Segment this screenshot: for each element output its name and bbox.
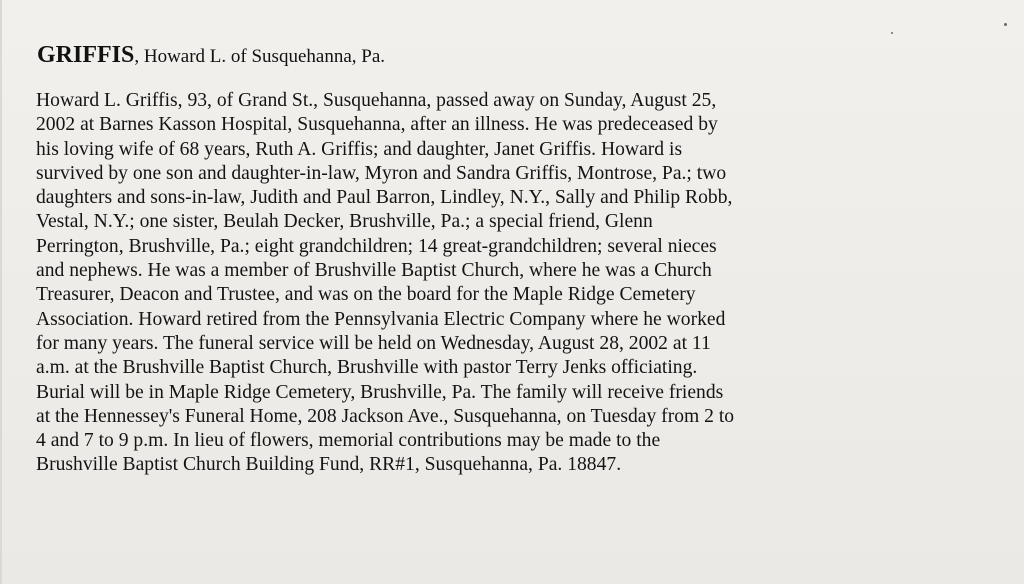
text-line: survived by one son and daughter-in-law, Myron and Sandra Griffis, Montrose, Pa.; two — [36, 162, 727, 184]
text-line: Brushville Baptist Church Building Fund, RR#1, Susquehanna, Pa. 18847. — [36, 454, 622, 476]
text-line: for many years. The funeral service will be held on Wednesday, August 28, 2002 at 11 — [36, 332, 711, 354]
text-line: a.m. at the Brushville Baptist Church, Brushville with pastor Terry Jenks officiating. — [36, 357, 698, 379]
paper-speck — [891, 32, 893, 34]
text-line: Perrington, Brushville, Pa.; eight grandchildren; 14 great-grandchildren; several nieces — [36, 235, 717, 257]
paper-speck — [1004, 23, 1007, 26]
obituary-body — [36, 89, 996, 478]
obituary-heading — [37, 37, 385, 71]
text-line: Vestal, N.Y.; one sister, Beulah Decker, Brushville, Pa.; a special friend, Glenn — [36, 211, 653, 233]
text-line: daughters and sons-in-law, Judith and Paul Barron, Lindley, N.Y., Sally and Philip Robb, — [36, 187, 733, 209]
text-line: 4 and 7 to 9 p.m. In lieu of flowers, memorial contributions may be made to the — [36, 430, 661, 452]
text-line: at the Hennessey's Funeral Home, 208 Jackson Ave., Susquehanna, on Tuesday from 2 to — [36, 405, 735, 427]
text-line: 2002 at Barnes Kasson Hospital, Susquehanna, after an illness. He was predeceased by — [36, 114, 718, 136]
text-line: Treasurer, Deacon and Trustee, and was on the board for the Maple Ridge Cemetery — [36, 284, 696, 306]
surname: GRIFFIS — [37, 42, 135, 68]
text-line: Burial will be in Maple Ridge Cemetery, Brushville, Pa. The family will receive friends — [36, 381, 724, 403]
text-line: Howard L. Griffis, 93, of Grand St., Susquehanna, passed away on Sunday, August 25, — [36, 90, 717, 111]
text-line: Association. Howard retired from the Pennsylvania Electric Company where he worked — [36, 308, 726, 330]
text-line: and nephews. He was a member of Brushville Baptist Church, where he was a Church — [36, 260, 712, 282]
heading-rest: , Howard L. of Susquehanna, Pa. — [134, 46, 386, 67]
text-line: his loving wife of 68 years, Ruth A. Griffis; and daughter, Janet Griffis. Howard is — [36, 138, 683, 160]
